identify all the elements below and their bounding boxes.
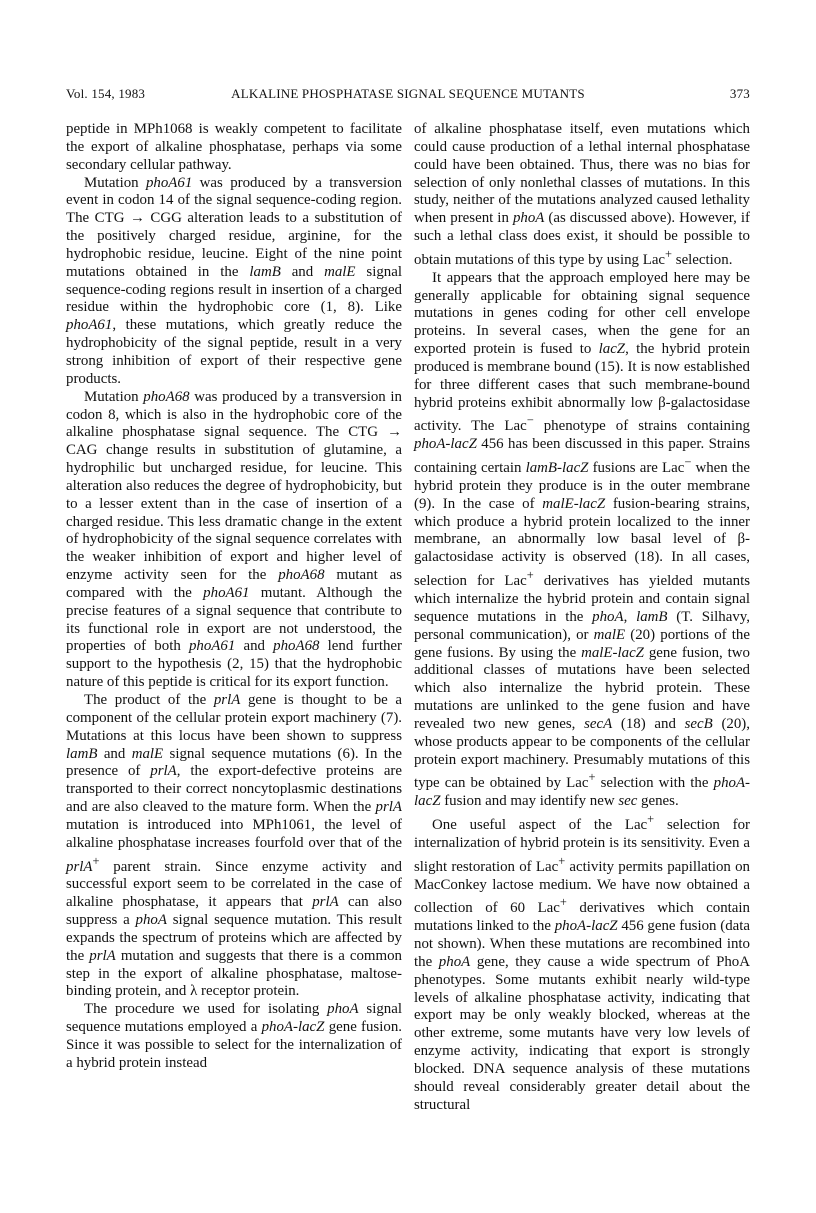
right-column [414,121,750,1114]
page-number: 373 [729,86,750,101]
paragraph: The product of the prlA gene is thought to be a component of the cellular protein export machinery (7). Mutations at this locus have been shown to suppress lamB and malE signal sequence mutations (6). In the presence of prlA, the export-defective proteins are transported to their correct noncytoplasmic destinations and are also cleaved to the mature form. When the prlA mutation is introduced into MPh1061, the level of alkaline phosphatase increases fourfold over that of the prlA+ parent strain. Since enzyme activity and successful export seem to be correlated in the case of alkaline phosphatase, it appears that prlA can also suppress a phoA signal sequence mutation. This result expands the spectrum of proteins which are affected by the prlA mutation and suggests that there is a common step in the export of alkaline phosphatase, maltose-binding protein, and λ receptor protein. [66,692,403,1000]
paragraph: of alkaline phosphatase itself, even mutations which could cause production of a lethal internal phosphatase could have been obtained. Thus, there was no bias for selection of only nonlethal classes of mutations. In this study, neither of the mutations analyzed caused lethality when present in phoA (as discussed above). However, if such a lethal class does exist, it should be possible to obtain mutations of this type by using Lac+ selection. [414,121,750,268]
left-column [66,121,402,1073]
paragraph: The procedure we used for isolating phoA signal sequence mutations employed a phoA-lacZ gene fusion. Since it was possible to select for the internalization of a hybrid protein instead [66,1001,402,1071]
paragraph: Mutation phoA68 was produced by a transversion in codon 8, which is also in the hydrophobic core of the alkaline phosphatase signal sequence. The CTG → CAG change results in substitution of glutamine, a hydrophilic but uncharged residue, for leucine. This alteration also reduces the degree of hydrophobicity, but to a lesser extent than in the case of insertion of a charged residue. This less dramatic change in the extent of hydrophobicity of the signal sequence correlates with the weaker inhibition of export and higher level of enzyme activity seen for the phoA68 mutant as compared with the phoA61 mutant. Although the precise features of a signal sequence that contribute to its functional role in export are not understood, the properties of both phoA61 and phoA68 lend further support to the hypothesis (2, 15) that the hydrophobic nature of this peptide is critical for its export function. [66,388,402,691]
running-title: ALKALINE PHOSPHATASE SIGNAL SEQUENCE MUTANTS [231,86,585,101]
paragraph: One useful aspect of the Lac+ selection for internalization of hybrid protein is its sensitivity. Even a slight restoration of Lac+ activity permits papillation on MacConkey lactose medium. We have now obtained a collection of 60 Lac+ derivatives which contain mutations linked to the phoA-lacZ 456 gene fusion (data not shown). When these mutations are recombined into the phoA gene, they cause a wide spectrum of PhoA phenotypes. Some mutants exhibit nearly wild-type levels of alkaline phosphatase activity, indicating that export may be only weakly blocked, whereas at the other extreme, some mutants have very low levels of enzyme activity, indicating that export is strongly blocked. DNA sequence analysis of these mutations should reveal considerably greater detail about the structural [414,812,751,1113]
paragraph: It appears that the approach employed here may be generally applicable for obtaining signal sequence mutations in genes coding for other cell envelope proteins. In several cases, when the gene for an exported protein is fused to lacZ, the hybrid protein produced is membrane bound (15). It is now established for three different cases that such membrane-bound hybrid proteins exhibit abnormally low β-galactosidase activity. The Lac− phenotype of strains containing phoA-lacZ 456 has been discussed in this paper. Strains containing certain lamB-lacZ fusions are Lac− when the hybrid protein they produce is in the outer membrane (9). In the case of malE-lacZ fusion-bearing strains, which produce a hybrid protein localized to the inner membrane, an abnormally low basal level of β-galactosidase activity is observed (18). In all cases, selection for Lac+ derivatives has yielded mutants which internalize the hybrid protein and contain signal sequence mutations in the phoA, lamB (T. Silhavy, personal communication), or malE (20) portions of the gene fusions. By using the malE-lacZ gene fusion, two additional classes of mutations have been selected which also internalize the hybrid protein. These mutations are unlinked to the gene fusion and have revealed two new genes, secA (18) and secB (20), whose products appear to be components of the cellular protein export machinery. Presumably mutations of this type can be obtained by Lac+ selection with the phoA-lacZ fusion and may identify new sec genes. [414,269,751,810]
paragraph: peptide in MPh1068 is weakly competent to facilitate the export of alkaline phosphatase, perhaps via some secondary cellular pathway. [66,121,402,173]
paragraph: Mutation phoA61 was produced by a transversion event in codon 14 of the signal sequence-coding region. The CTG → CGG alteration leads to a substitution of the positively charged residue, arginine, for the hydrophobic residue, leucine. Eight of the nine point mutations obtained in the lamB and malE signal sequence-coding regions result in insertion of a charged residue within the hydrophobic core (1, 8). Like phoA61, these mutations, which greatly reduce the hydrophobicity of the signal peptide, result in a very strong inhibition of export of their respective gene products. [66,174,402,387]
journal-volume: Vol. 154, 1983 [66,86,146,101]
